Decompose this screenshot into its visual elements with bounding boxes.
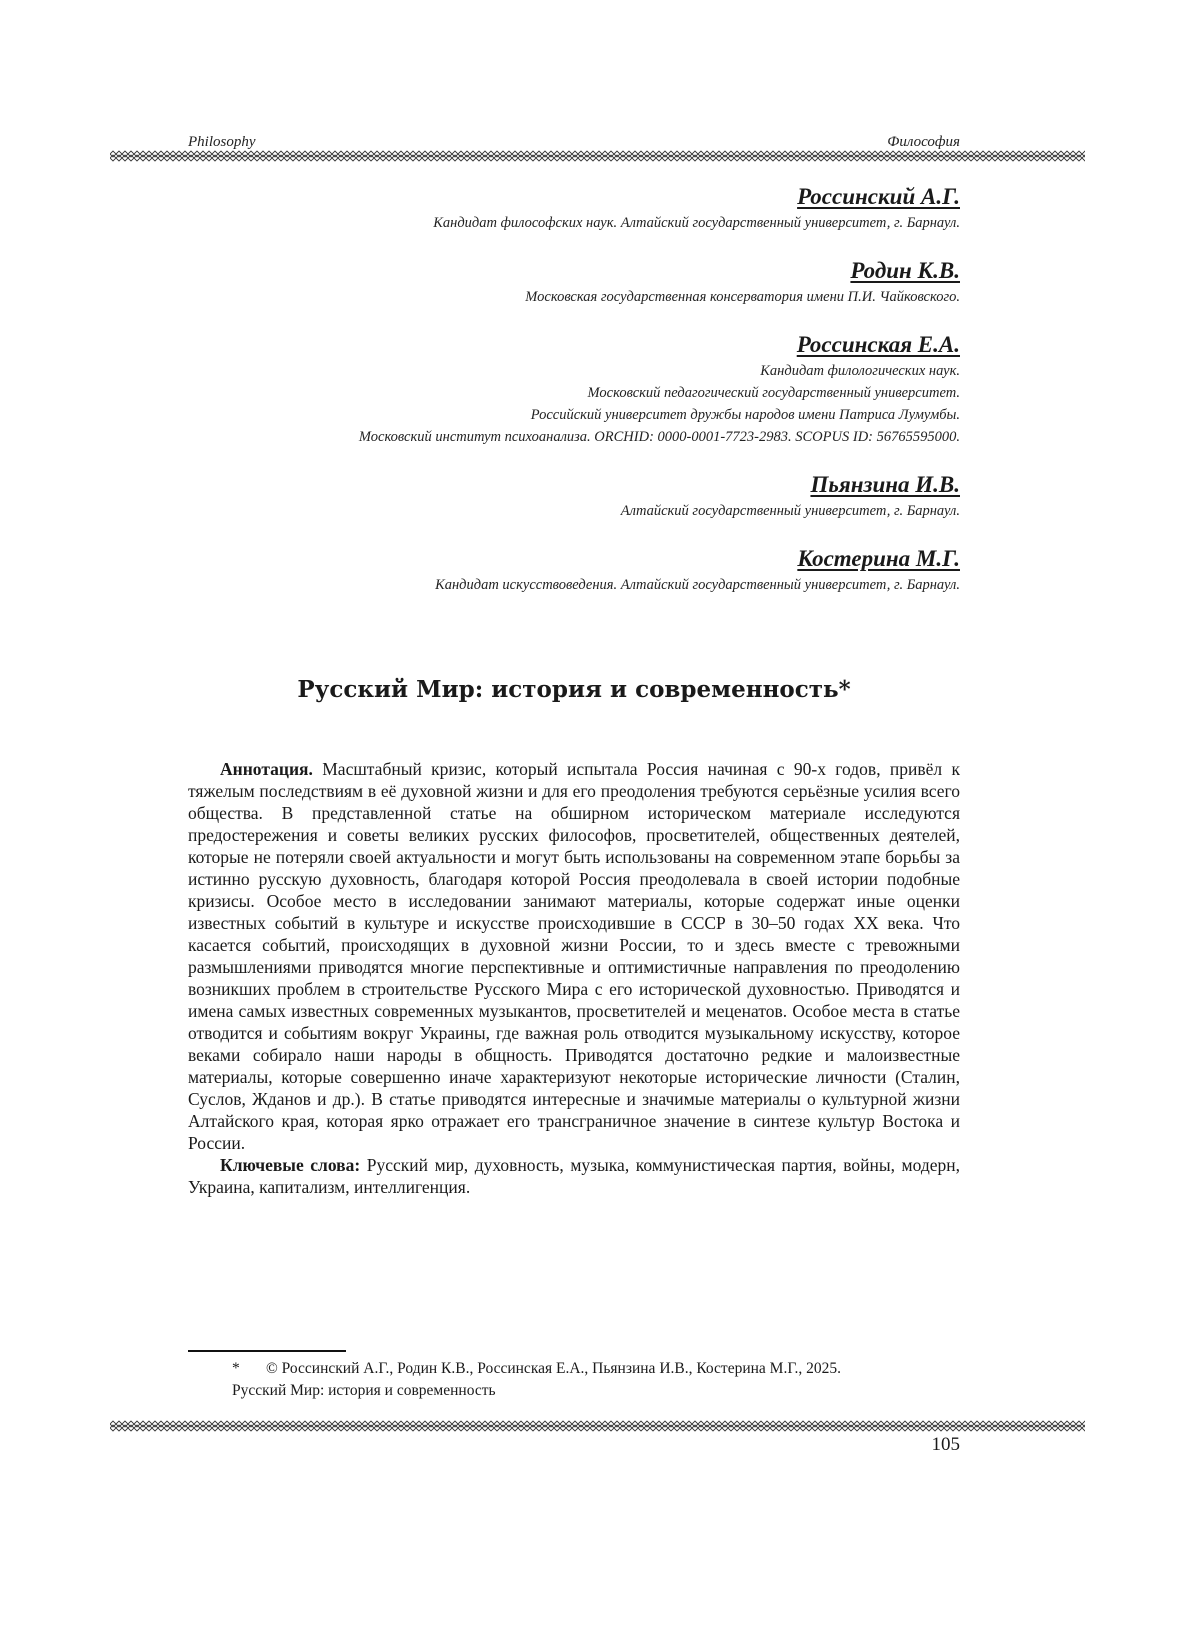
running-head-right: Философия [887,134,960,150]
abstract-label: Аннотация. [220,759,313,779]
author-affiliation: Кандидат филологических наук. [760,363,960,379]
footnote-copyright: © Россинский А.Г., Родин К.В., Россинская Е.А., Пьянзина И.В., Костерина М.Г., 2025. [266,1360,842,1377]
author-affiliation: Московский институт психоанализа. ORCHID: 0000-0001-7723-2983. SCOPUS ID: 56765595000. [358,429,960,445]
author-affiliation: Российский университет дружбы народов имени Патриса Лумумбы. [530,407,960,423]
footnote-separator [188,1350,346,1352]
keywords-paragraph [188,1154,960,1198]
footnote [188,1358,960,1402]
top-ornament-rule [110,150,1085,162]
abstract-paragraph [188,758,960,1154]
abstract-text: Масштабный кризис, который испытала Россия начиная с 90-х годов, привёл к тяжелым последствиям в её духовной жизни и для его преодоления требуются серьёзные усилия всего общества. В представленной статье на обширном историческом материале исследуются предостережения и советы великих русских философов, просветителей, общественных деятелей, которые не потеряли своей актуальности и могут быть использованы на современном этапе борьбы за истинно русскую духовность, благодаря которой Россия преодолевала в своей истории подобные кризисы. Особое место в исследовании занимают материалы, которые содержат иные оценки известных событий в культуре и искусстве происходившие в СССР в 30–50 годах XX века. Что касается событий, происходящих в духовной жизни России, то и здесь вместе с тревожными размышлениями приводятся многие перспективные и оптимистичные направления по преодолению возникших проблем в строительстве Русского Мира с его исторической духовностью. Приводятся и имена самых известных современных музыкантов, просветителей и меценатов. Особое места в статье отводится и событиям вокруг Украины, где важная роль отводится музыкальному искусству, которое веками собирало наши народы в общность. Приводятся достаточно редкие и малоизвестные материалы, которые совершенно иначе характеризуют некоторые исторические личности (Сталин, Суслов, Жданов и др.). В статье приводятся интересные и значимые материалы о культурной жизни Алтайского края, которая ярко отражает его трансграничное значение в синтезе культур Востока и России. [188,759,960,1153]
keywords-text: Русский мир, духовность, музыка, коммунистическая партия, войны, модерн, Украина, капитализм, интеллигенция. [188,1155,960,1197]
abstract [188,758,960,1198]
author-name: Костерина М.Г. [797,546,960,571]
bottom-ornament-rule [110,1420,1085,1432]
author-name: Пьянзина И.В. [810,472,960,497]
author-block [160,470,960,522]
page-number: 105 [931,1434,960,1455]
author-affiliation: Московский педагогический государственный университет. [587,385,960,401]
running-head-left: Philosophy [188,134,256,150]
author-affiliation: Кандидат искусствоведения. Алтайский государственный университет, г. Барнаул. [435,577,960,593]
author-affiliation: Кандидат философских наук. Алтайский государственный университет, г. Барнаул. [433,215,960,231]
author-block [160,182,960,234]
keywords-label: Ключевые слова: [220,1155,361,1175]
author-name: Родин К.В. [850,258,960,283]
running-head [188,134,960,151]
footnote-title: Русский Мир: история и современность [232,1382,496,1399]
author-name: Россинская Е.А. [796,332,960,357]
author-list [160,182,960,618]
author-affiliation: Московская государственная консерватория имени П.И. Чайковского. [525,289,960,305]
author-name: Россинский А.Г. [797,184,960,209]
author-block [160,544,960,596]
author-affiliation: Алтайский государственный университет, г. Барнаул. [620,503,960,519]
author-block [160,330,960,448]
article-title: Русский Мир: история и современность* [297,676,851,703]
author-block [160,256,960,308]
footnote-mark: * [232,1360,240,1377]
